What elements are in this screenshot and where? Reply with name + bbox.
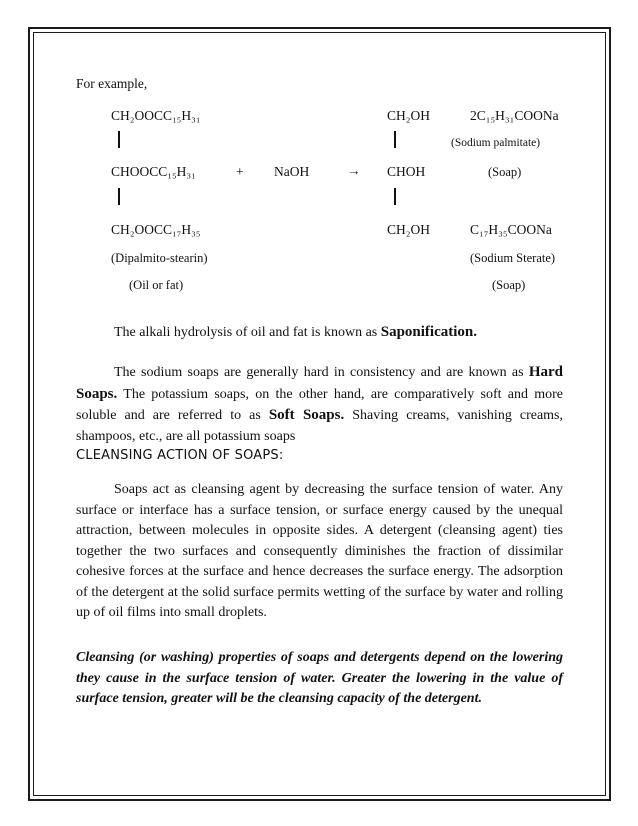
glycerol-line-2: CHOH (387, 164, 426, 179)
soap-product-2-name: (Sodium Sterate) (470, 251, 556, 265)
bond-bar (394, 131, 396, 148)
conclusion-paragraph: Cleansing (or washing) properties of soaps and detergents depend on the lowering they cause in the surface tension of water. Greater the lowering in the value of surface tension, greater will be the cleansing capacity of the detergent. (76, 650, 563, 706)
soap-product-1-type: (Soap) (488, 165, 522, 179)
soap-product-1: 2C₁₅H₃₁COONa (470, 108, 559, 123)
intro-text: For example, (76, 76, 148, 91)
reactant-line-1: CH₂OOCC₁₅H₃₁ (111, 108, 201, 123)
saponification-paragraph: The alkali hydrolysis of oil and fat is known as Saponification. (114, 324, 478, 340)
bond-bar (118, 188, 120, 205)
soap-product-2: C₁₇H₃₅COONa (470, 222, 552, 237)
bond-bar (394, 188, 396, 205)
soaps-paragraph: The sodium soaps are generally hard in consistency and are known as Hard Soaps. The potassium soaps, on the other hand, are comparatively soft and more soluble and are referred to as Soft Soaps. Shaving creams, vanishing creams, shampoos, etc., are all potassium soaps (76, 364, 564, 444)
glycerol-line-1: CH₂OH (387, 108, 430, 123)
saponification-term: Saponification. (380, 324, 478, 340)
reactant-line-3: CH₂OOCC₁₇H₃₅ (111, 222, 201, 237)
soft-soaps-term: Soft Soaps. (268, 407, 345, 423)
soap-product-2-type: (Soap) (492, 278, 526, 292)
hard-soaps-term: Hard Soaps. (76, 364, 563, 402)
section-heading: CLEANSING ACTION OF SOAPS: (76, 448, 284, 463)
reactant-type: (Oil or fat) (129, 278, 184, 292)
reactant-line-2: CHOOCC₁₅H₃₁ (111, 164, 196, 179)
soap-product-1-name: (Sodium palmitate) (451, 137, 541, 149)
bond-bar (118, 131, 120, 148)
glycerol-line-3: CH₂OH (387, 222, 430, 237)
cleansing-paragraph: Soaps act as cleansing agent by decreasing the surface tension of water. Any surface or interface has a surface tension, or surface energy caused by the unequal attraction, between molecules in opposite sides. A detergent (cleansing agent) ties together the two surfaces and consequently diminishes the fraction of dissimilar cohesive forces at the surface and hence decreases the surface energy. The adsorption of the detergent at the solid surface permits wetting of the surface by water and rolling up of oil films into small droplets. (76, 482, 563, 620)
reagent: NaOH (274, 164, 310, 179)
reaction-arrow: → (347, 163, 361, 178)
plus-sign: + (236, 164, 244, 179)
reactant-name: (Dipalmito-stearin) (111, 251, 208, 265)
